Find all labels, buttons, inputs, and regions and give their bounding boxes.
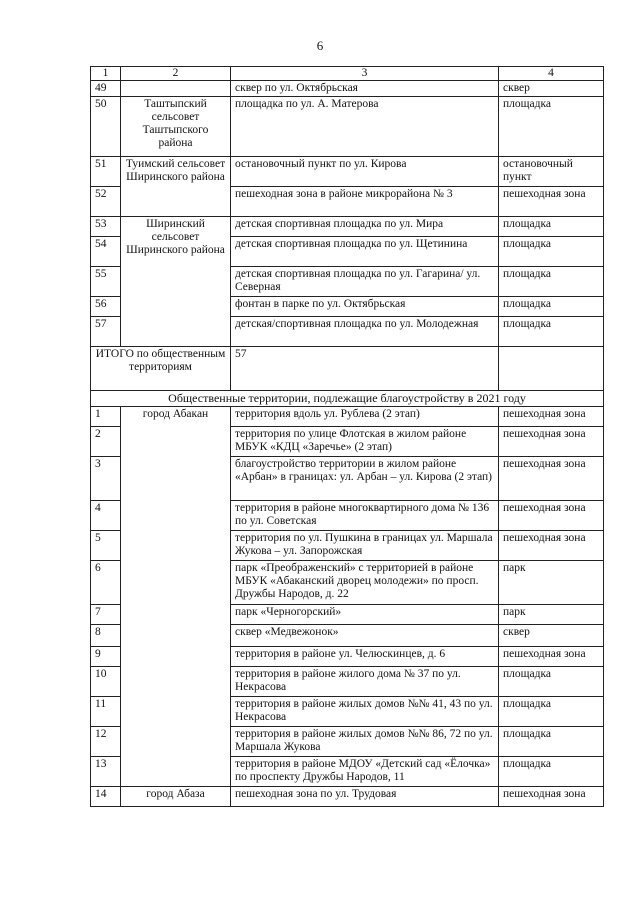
row-number: 53 <box>91 217 121 237</box>
territory-name: фонтан в парке по ул. Октябрьская <box>231 297 499 317</box>
territory-name: пешеходная зона по ул. Трудовая <box>231 787 499 807</box>
territory-name: территория вдоль ул. Рублева (2 этап) <box>231 407 499 427</box>
row-number: 9 <box>91 647 121 667</box>
territory-type: сквер <box>499 81 604 97</box>
territory-type: парк <box>499 561 604 605</box>
row-number: 5 <box>91 531 121 561</box>
territory-name: благоустройство территории в жилом районе «Арбан» в границах: ул. Арбан – ул. Кирова (2 этап) <box>231 457 499 501</box>
row-number: 1 <box>91 407 121 427</box>
total-row <box>91 347 604 391</box>
territory-type: пешеходная зона <box>499 187 604 217</box>
territory-type: остановочный пункт <box>499 157 604 187</box>
row-number: 57 <box>91 317 121 347</box>
column-header: 4 <box>499 67 604 81</box>
table-row <box>91 217 604 237</box>
territory-type: площадка <box>499 237 604 267</box>
territory-name: территория в районе многоквартирного дома № 136 по ул. Советская <box>231 501 499 531</box>
territory-name: территория в районе жилых домов №№ 86, 72 по ул. Маршала Жукова <box>231 727 499 757</box>
territory-type: пешеходная зона <box>499 647 604 667</box>
territory-name: детская спортивная площадка по ул. Гагарина/ ул. Северная <box>231 267 499 297</box>
row-number: 50 <box>91 97 121 157</box>
row-number: 3 <box>91 457 121 501</box>
municipality-cell: Ширинский сельсовет Ширинского района <box>121 217 231 347</box>
territory-type: пешеходная зона <box>499 531 604 561</box>
territory-name: площадка по ул. А. Матерова <box>231 97 499 157</box>
municipality-cell: город Абакан <box>121 407 231 787</box>
territory-name: остановочный пункт по ул. Кирова <box>231 157 499 187</box>
row-number: 13 <box>91 757 121 787</box>
page-number: 6 <box>316 38 324 53</box>
territory-name: детская спортивная площадка по ул. Мира <box>231 217 499 237</box>
territory-name: территория в районе жилого дома № 37 по ул. Некрасова <box>231 667 499 697</box>
territory-type: площадка <box>499 757 604 787</box>
territory-name: территория по улице Флотская в жилом районе МБУК «КДЦ «Заречье» (2 этап) <box>231 427 499 457</box>
section-header-row <box>91 391 604 407</box>
territory-name: сквер «Медвежонок» <box>231 625 499 647</box>
territory-name: детская спортивная площадка по ул. Щетинина <box>231 237 499 267</box>
row-number: 14 <box>91 787 121 807</box>
territory-name: территория в районе МДОУ «Детский сад «Ёлочка» по проспекту Дружбы Народов, 11 <box>231 757 499 787</box>
territory-type: площадка <box>499 267 604 297</box>
row-number: 12 <box>91 727 121 757</box>
table-row <box>91 407 604 427</box>
row-number: 51 <box>91 157 121 187</box>
territory-type: пешеходная зона <box>499 787 604 807</box>
row-number: 6 <box>91 561 121 605</box>
row-number: 52 <box>91 187 121 217</box>
territory-type: площадка <box>499 297 604 317</box>
territory-type: площадка <box>499 727 604 757</box>
total-label: ИТОГО по общественным территориям <box>91 347 231 391</box>
territory-name: сквер по ул. Октябрьская <box>231 81 499 97</box>
row-number: 7 <box>91 605 121 625</box>
territory-type: пешеходная зона <box>499 407 604 427</box>
row-number: 56 <box>91 297 121 317</box>
column-header: 1 <box>91 67 121 81</box>
table-row <box>91 787 604 807</box>
territory-type: сквер <box>499 625 604 647</box>
municipality-cell: Туимский сельсовет Ширинского района <box>121 157 231 217</box>
table-row <box>91 157 604 187</box>
row-number: 11 <box>91 697 121 727</box>
territory-name: территория в районе ул. Челюскинцев, д. 6 <box>231 647 499 667</box>
territory-name: парк «Черногорский» <box>231 605 499 625</box>
territory-type: площадка <box>499 217 604 237</box>
territory-name: территория по ул. Пушкина в границах ул. Маршала Жукова – ул. Запорожская <box>231 531 499 561</box>
municipality-cell: город Абаза <box>121 787 231 807</box>
territory-name: территория в районе жилых домов №№ 41, 43 по ул. Некрасова <box>231 697 499 727</box>
row-number: 55 <box>91 267 121 297</box>
territory-type: пешеходная зона <box>499 427 604 457</box>
municipality-cell <box>121 81 231 97</box>
territory-type: площадка <box>499 697 604 727</box>
municipality-cell: Таштыпский сельсовет Таштыпского района <box>121 97 231 157</box>
column-header: 2 <box>121 67 231 81</box>
column-header: 3 <box>231 67 499 81</box>
territory-type: площадка <box>499 97 604 157</box>
empty-cell <box>499 347 604 391</box>
territories-table <box>90 66 604 807</box>
territory-type: пешеходная зона <box>499 457 604 501</box>
territory-name: детская/спортивная площадка по ул. Молодежная <box>231 317 499 347</box>
row-number: 10 <box>91 667 121 697</box>
row-number: 2 <box>91 427 121 457</box>
table-row <box>91 97 604 157</box>
total-value: 57 <box>231 347 499 391</box>
section-title: Общественные территории, подлежащие благоустройству в 2021 году <box>91 391 604 407</box>
row-number: 8 <box>91 625 121 647</box>
territory-type: площадка <box>499 667 604 697</box>
row-number: 4 <box>91 501 121 531</box>
row-number: 54 <box>91 237 121 267</box>
row-number: 49 <box>91 81 121 97</box>
territory-name: парк «Преображенский» с территорией в районе МБУК «Абаканский дворец молодежи» по просп. Дружбы Народов, д. 22 <box>231 561 499 605</box>
territory-type: площадка <box>499 317 604 347</box>
territory-type: парк <box>499 605 604 625</box>
column-header-row <box>91 67 604 81</box>
territory-type: пешеходная зона <box>499 501 604 531</box>
territory-name: пешеходная зона в районе микрорайона № 3 <box>231 187 499 217</box>
table-row <box>91 81 604 97</box>
